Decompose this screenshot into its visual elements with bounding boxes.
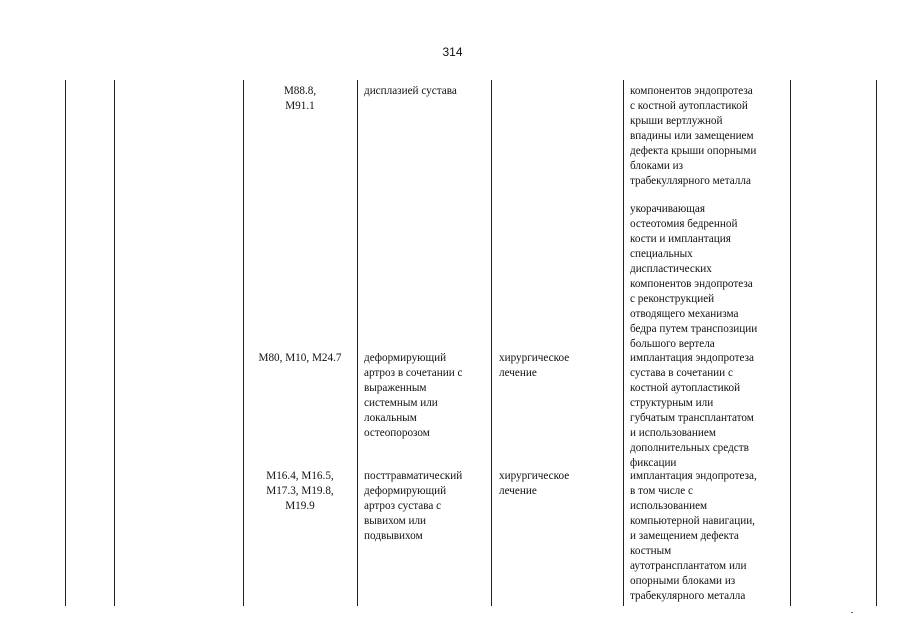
scan-speck xyxy=(851,612,853,613)
table-row-4-code xyxy=(246,469,354,514)
treatment-type-text: хирургическое лечение xyxy=(499,470,570,497)
table-row-1-code xyxy=(246,84,354,114)
table-rule-col-1 xyxy=(114,80,115,606)
table-row-1-diagnosis xyxy=(364,84,488,99)
table-rule-col-6 xyxy=(790,80,791,606)
page-number: 314 xyxy=(442,45,463,59)
code-text: M88.8, M91.1 xyxy=(283,85,317,112)
table-rule-col-4 xyxy=(491,80,492,606)
table-row-3-diagnosis xyxy=(364,351,488,441)
diagnosis-text: дисплазией сустава xyxy=(364,85,457,97)
table-row-1-method xyxy=(630,84,786,189)
table-row-4-treatment-type xyxy=(499,469,617,499)
table-row-4-diagnosis xyxy=(364,469,488,544)
code-text: M16.4, M16.5, M17.3, M19.8, M19.9 xyxy=(266,470,334,512)
table-border-right xyxy=(876,80,877,606)
table-row-3-method xyxy=(630,351,786,471)
code-text: M80, M10, M24.7 xyxy=(258,352,342,364)
method-text: имплантация эндопротеза, в том числе с использованием компьютерной навигации, и замещением дефекта костным аутотрансплантатом или опорными блоками из трабекулярного металла xyxy=(630,470,757,602)
table-rule-col-3 xyxy=(357,80,358,606)
table-row-3-code xyxy=(246,351,354,366)
table-rule-col-2 xyxy=(243,80,244,606)
treatment-type-text: хирургическое лечение xyxy=(499,352,570,379)
table-row-3-treatment-type xyxy=(499,351,617,381)
table-border-left xyxy=(65,80,66,606)
diagnosis-text: посттравматический деформирующий артроз сустава с вывихом или подвывихом xyxy=(364,470,463,542)
table-row-4-method xyxy=(630,469,786,604)
method-text: компонентов эндопротеза с костной аутопластикой крыши вертлужной впадины или замещением дефекта крыши опорными блоками из трабекуллярного металла xyxy=(630,85,757,187)
diagnosis-text: деформирующий артроз в сочетании с выраженным системным или локальным остеопорозом xyxy=(364,352,463,439)
method-text: укорачивающая остеотомия бедренной кости и имплантация специальных диспластических компонентов эндопротеза с реконструкцией отводящего механизма бедра путем транспозиции большого вертела xyxy=(630,203,758,350)
table-rule-col-5 xyxy=(623,80,624,606)
table-row-2-method xyxy=(630,202,786,352)
method-text: имплантация эндопротеза сустава в сочетании с костной аутопластикой структурным или губчатым трансплантатом и использованием дополнительных средств фиксации xyxy=(630,352,754,469)
